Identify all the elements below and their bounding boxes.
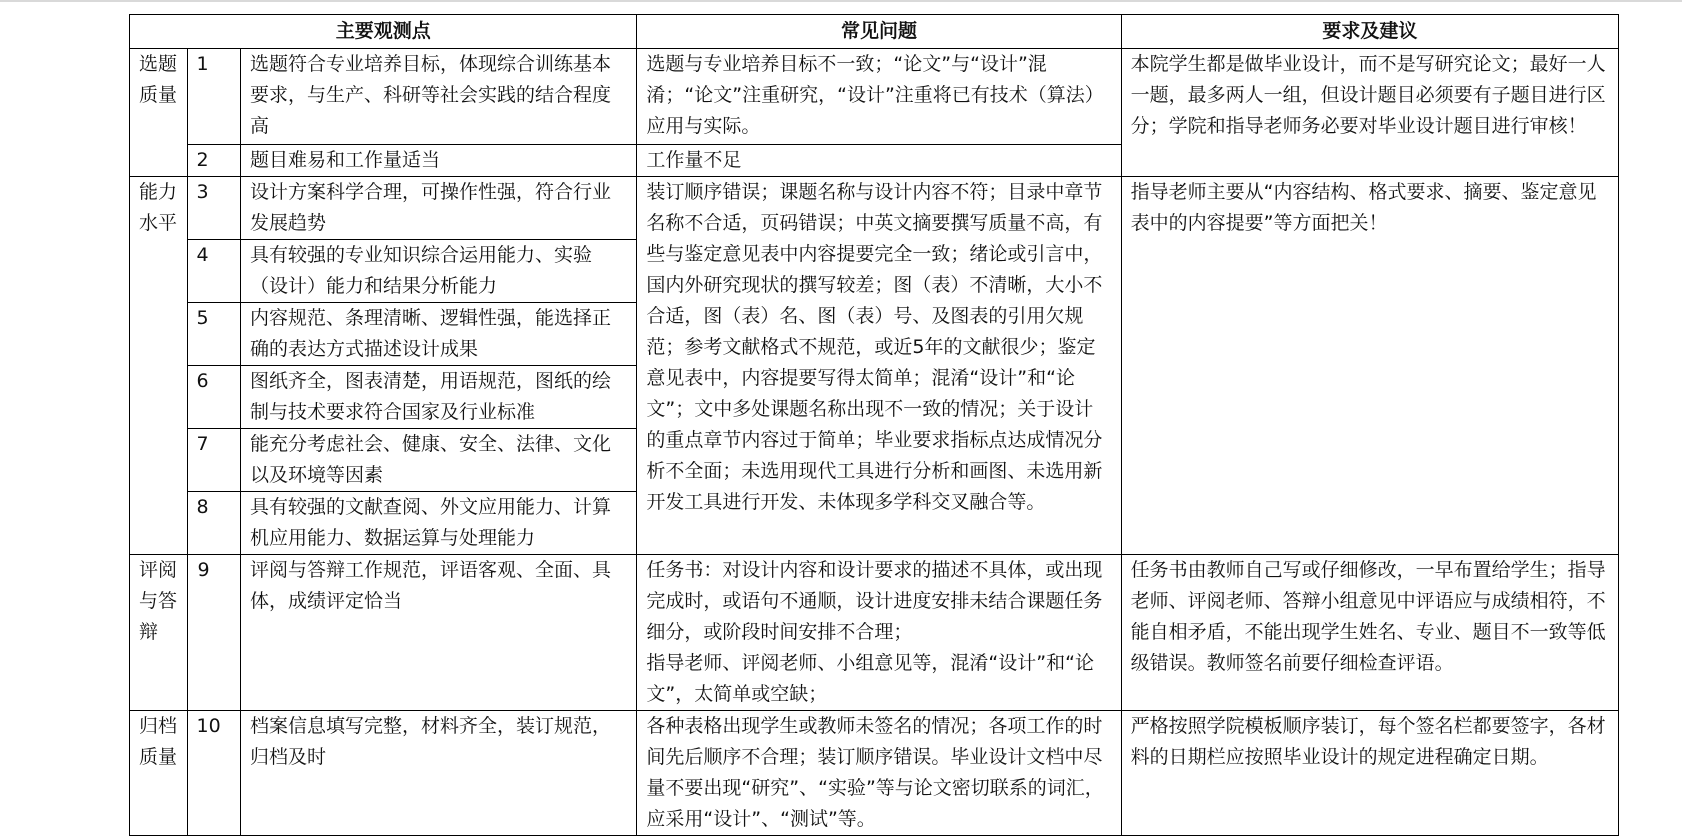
- observe-point: 具有较强的专业知识综合运用能力、实验（设计）能力和结果分析能力: [240, 240, 636, 303]
- item-number: 2: [187, 145, 240, 177]
- top-divider: [0, 0, 1682, 2]
- item-number: 8: [187, 492, 240, 555]
- header-problems: 常见问题: [637, 15, 1121, 49]
- category-archive: 归档 质量: [130, 711, 188, 836]
- problem-cell: 装订顺序错误；课题名称与设计内容不符；目录中章节名称不合适，页码错误；中英文摘要撰写质量不高，有些与鉴定意见表中内容提要完全一致；绪论或引言中，国内外研究现状的撰写较差；图（表）不清晰，大小不合适，图（表）名、图（表）号、及图表的引用欠规范；参考文献格式不规范，或近5年的文献很少；鉴定意见表中，内容提要写得太简单；混淆“设计”和“论文”；文中多处课题名称出现不一致的情况；关于设计的重点章节内容过于简单；毕业要求指标点达成情况分析不全面；未选用现代工具进行分析和画图、未选用新开发工具进行开发、未体现多学科交叉融合等。: [637, 177, 1121, 555]
- observe-point: 档案信息填写完整，材料齐全，装订规范，归档及时: [240, 711, 636, 836]
- problem-cell: 各种表格出现学生或教师未签名的情况；各项工作的时间先后顺序不合理；装订顺序错误。毕业设计文档中尽量不要出现“研究”、“实验”等与论文密切联系的词汇，应采用“设计”、“测试”等。: [637, 711, 1121, 836]
- observe-point: 能充分考虑社会、健康、安全、法律、文化以及环境等因素: [240, 429, 636, 492]
- advice-cell: 指导老师主要从“内容结构、格式要求、摘要、鉴定意见表中的内容提要”等方面把关！: [1121, 177, 1618, 555]
- problem-cell: 工作量不足: [637, 145, 1121, 177]
- table-row: [130, 49, 1619, 145]
- item-number: 6: [187, 366, 240, 429]
- observe-point: 题目难易和工作量适当: [240, 145, 636, 177]
- advice-cell: 本院学生都是做毕业设计，而不是写研究论文；最好一人一题，最多两人一组，但设计题目必须要有子题目进行区分；学院和指导老师务必要对毕业设计题目进行审核！: [1121, 49, 1618, 177]
- item-number: 3: [187, 177, 240, 240]
- table-row: [130, 711, 1619, 836]
- item-number: 7: [187, 429, 240, 492]
- item-number: 10: [187, 711, 240, 836]
- advice-cell: 任务书由教师自己写或仔细修改，一早布置给学生；指导老师、评阅老师、答辩小组意见中评语应与成绩相符，不能自相矛盾，不能出现学生姓名、专业、题目不一致等低级错误。教师签名前要仔细检查评语。: [1121, 555, 1618, 711]
- category-topic: 选题 质量: [130, 49, 188, 177]
- observe-point: 评阅与答辩工作规范，评语客观、全面、具体，成绩评定恰当: [240, 555, 636, 711]
- item-number: 9: [187, 555, 240, 711]
- observe-point: 图纸齐全，图表清楚，用语规范，图纸的绘制与技术要求符合国家及行业标准: [240, 366, 636, 429]
- advice-cell: 严格按照学院模板顺序装订，每个签名栏都要签字，各材料的日期栏应按照毕业设计的规定进程确定日期。: [1121, 711, 1618, 836]
- table-row: [130, 555, 1619, 711]
- problem-cell: 任务书：对设计内容和设计要求的描述不具体，或出现完成时，或语句不通顺，设计进度安排未结合课题任务细分，或阶段时间安排不合理； 指导老师、评阅老师、小组意见等，混淆“设计”和“论文”，太简单或空缺；: [637, 555, 1121, 711]
- observe-point: 选题符合专业培养目标，体现综合训练基本要求，与生产、科研等社会实践的结合程度高: [240, 49, 636, 145]
- assessment-table: [129, 14, 1619, 836]
- category-ability: 能力 水平: [130, 177, 188, 555]
- observe-point: 内容规范、条理清晰、逻辑性强，能选择正确的表达方式描述设计成果: [240, 303, 636, 366]
- item-number: 1: [187, 49, 240, 145]
- header-observe: 主要观测点: [130, 15, 637, 49]
- item-number: 5: [187, 303, 240, 366]
- header-advice: 要求及建议: [1121, 15, 1618, 49]
- table-header-row: [130, 15, 1619, 49]
- problem-cell: 选题与专业培养目标不一致；“论文”与“设计”混淆；“论文”注重研究，“设计”注重将已有技术（算法）应用与实际。: [637, 49, 1121, 145]
- observe-point: 具有较强的文献查阅、外文应用能力、计算机应用能力、数据运算与处理能力: [240, 492, 636, 555]
- observe-point: 设计方案科学合理，可操作性强，符合行业发展趋势: [240, 177, 636, 240]
- category-review: 评阅 与答 辩: [130, 555, 188, 711]
- table-row: [130, 177, 1619, 240]
- item-number: 4: [187, 240, 240, 303]
